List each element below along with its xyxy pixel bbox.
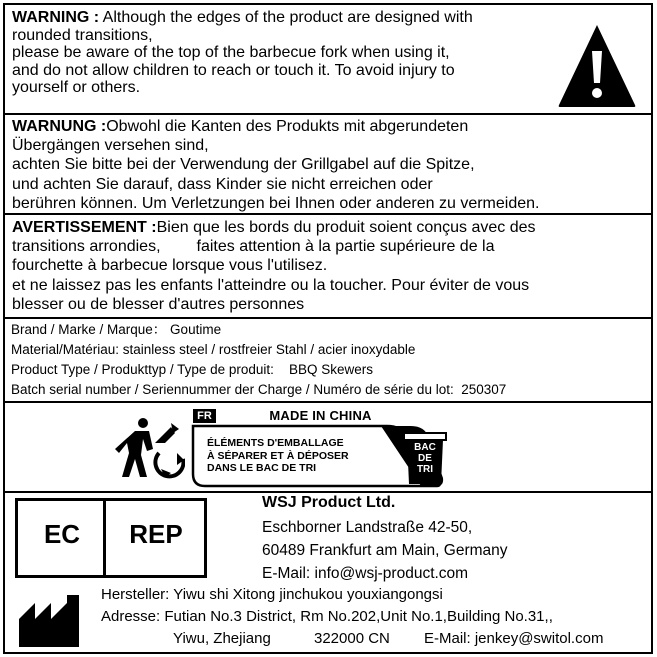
manufacturer-city: Yiwu, Zhejiang xyxy=(173,630,271,647)
manufacturer-name: Hersteller: Yiwu shi Xitong jinchukou youxiangongsi xyxy=(101,586,443,603)
product-type-row: Product Type / Produkttyp / Type de produit: BBQ Skewers xyxy=(11,362,373,377)
brand-row: Brand / Marke / Marque： Goutime xyxy=(11,322,222,337)
manufacturer-address: Adresse: Futian No.3 District, Rm No.202,Unit No.1,Building No.31,, xyxy=(101,608,553,625)
made-in-china: MADE IN CHINA xyxy=(269,408,372,423)
manufacturer-email: E-Mail: jenkey@switol.com xyxy=(424,630,604,647)
bin-label: BAC DE TRI xyxy=(414,442,436,475)
ec-rep-street: Eschborner Landstraße 42-50, xyxy=(262,519,473,536)
warning-en-heading: WARNING : xyxy=(12,9,100,26)
ec-rep-company: WSJ Product Ltd. xyxy=(262,494,396,511)
ec-text: EC xyxy=(43,519,81,549)
product-info-section xyxy=(5,319,651,401)
ec-rep-email: E-Mail: info@wsj-product.com xyxy=(262,565,469,582)
manufacturer-postal: 322000 CN xyxy=(314,630,390,647)
material-row: Material/Matériau: stainless steel / rostfreier Stahl / acier inoxydable xyxy=(11,342,416,357)
batch-value: 250307 xyxy=(461,382,507,397)
manufacturer-factory-icon xyxy=(19,595,87,647)
rep-text: REP xyxy=(129,519,183,549)
recycling-section xyxy=(5,403,651,491)
warning-de-section xyxy=(5,115,651,213)
warning-triangle-icon xyxy=(557,23,637,109)
warning-fr-heading: AVERTISSEMENT : xyxy=(12,219,157,236)
warning-en-section xyxy=(5,5,651,113)
country-tag: FR xyxy=(193,409,216,423)
ec-rep-symbol xyxy=(15,498,207,578)
batch-row: Batch serial number / Seriennummer der Charge / Numéro de série du lot: 250307 xyxy=(11,382,507,397)
warning-de-heading: WARNUNG : xyxy=(12,118,107,135)
warning-fr-section xyxy=(5,215,651,317)
triman-recycle-icon xyxy=(113,415,185,481)
product-label xyxy=(3,3,653,654)
sorting-instructions: ÉLÉMENTS D'EMBALLAGE À SÉPARER ET À DÉPOSER DANS LE BAC DE TRI xyxy=(207,437,349,474)
product-type-value: BBQ Skewers xyxy=(288,362,373,377)
warning-en-text: WARNING : Although the edges of the product are designed with rounded transitions, please be aware of the top of the barbecue fork when using it, and do not allow children to reach or touch it. To avoid injury to yourself or others. xyxy=(12,9,473,97)
ec-rep-city: 60489 Frankfurt am Main, Germany xyxy=(262,542,508,559)
warning-de-text: WARNUNG :Obwohl die Kanten des Produkts mit abgerundeten Übergängen versehen sind, achten Sie bitte bei der Verwendung der Grillgabel auf die Spitze, und achten Sie darauf, dass Kinder sie nicht erreichen oder berühren können. Um Verletzungen bei Ihnen oder anderen zu vermeiden. xyxy=(12,118,540,212)
warning-fr-text: AVERTISSEMENT :Bien que les bords du produit soient conçus avec des transitions arrondies, faites attention à la partie supérieure de la fourchette à barbecue lorsque vous l'utilisez. et ne laissez pas les enfants l'atteindre ou la toucher. Pour éviter de vous blesser ou de blesser d'autres personnes xyxy=(12,219,536,313)
ec-rep-section xyxy=(5,493,651,654)
